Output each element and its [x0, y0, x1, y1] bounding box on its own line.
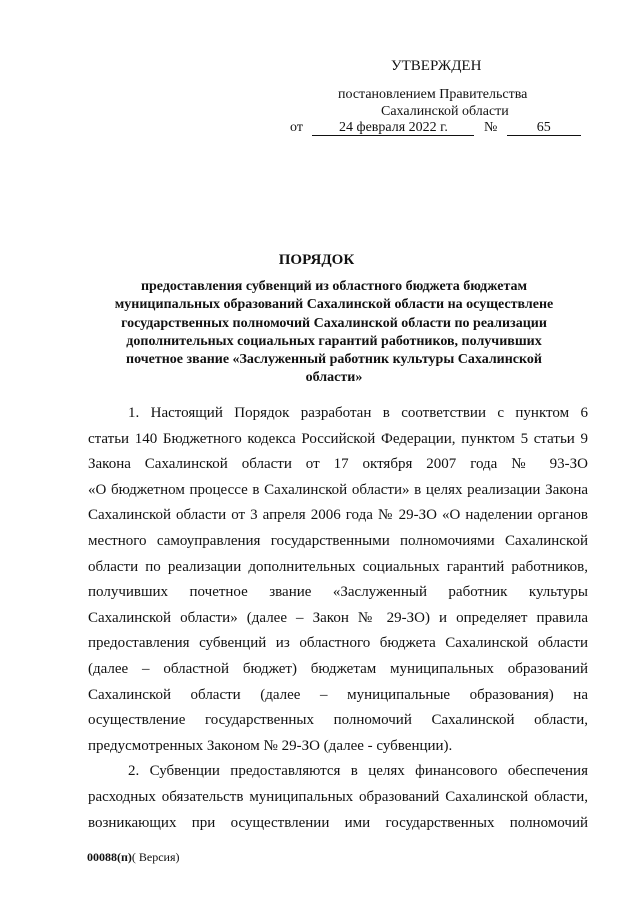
paragraph-1-line: местного самоуправления государственными полномочиями Сахалинской	[88, 532, 588, 549]
document-heading: ПОРЯДОК	[278, 252, 355, 268]
subtitle-line: предоставления субвенций из областного бюджета бюджетам	[140, 279, 528, 294]
date-prefix: от	[290, 120, 303, 135]
paragraph-2-line: 2. Субвенции предоставляются в целях финансового обеспечения	[128, 763, 588, 780]
subtitle-line: дополнительных социальных гарантий работников, получивших	[126, 333, 542, 349]
subtitle-line: муниципальных образований Сахалинской области на осуществлене	[114, 297, 554, 313]
paragraph-2-line: возникающих при осуществлении ими государственных полномочий	[88, 814, 588, 831]
document-body	[88, 401, 588, 836]
number-prefix: №	[483, 120, 498, 135]
subtitle-line: почетное звание «Заслуженный работник культуры Сахалинской	[126, 352, 542, 368]
paragraph-1-line: Сахалинской области» (далее – Закон № 29-ЗО) и определяет правила	[88, 609, 588, 626]
decree-date: 24 февраля 2022 г.	[312, 120, 474, 136]
paragraph-2-line: расходных обязательств муниципальных образований Сахалинской области,	[88, 788, 588, 805]
subtitle-line: области»	[305, 370, 363, 386]
approved-by-region: Сахалинской области	[381, 104, 509, 119]
document-footer	[87, 850, 180, 865]
paragraph-1-line: 1. Настоящий Порядок разработан в соответствии с пунктом 6	[128, 405, 588, 421]
paragraph-1-line: области по реализации дополнительных социальных гарантий работников,	[88, 558, 588, 575]
document-subtitle	[95, 278, 573, 388]
paragraph-1-line: предусмотренных Законом № 29-ЗО (далее - субвенции).	[88, 737, 453, 754]
footer-code: 00088(п)	[87, 850, 132, 864]
footer-version: ( Версия)	[131, 850, 180, 864]
paragraph-1-line: Закона Сахалинской области от 17 октября 2007 года № 93-ЗО	[88, 456, 588, 473]
paragraph-1-line: Сахалинской области (далее – муниципальные образования) на	[88, 686, 588, 703]
paragraph-1-line: статьи 140 Бюджетного кодекса Российской Федерации, пунктом 5 статьи 9	[88, 430, 588, 447]
decree-number: 65	[507, 120, 581, 136]
paragraph-1-line: «О бюджетном процессе в Сахалинской области» в целях реализации Закона	[88, 481, 588, 498]
paragraph-1-line: осуществление государственных полномочий Сахалинской области,	[88, 712, 588, 729]
paragraph-1-line: предоставления субвенций из областного бюджета Сахалинской области	[88, 635, 588, 652]
decree-date-row	[290, 120, 581, 136]
approved-by-line: постановлением Правительства	[338, 87, 528, 102]
subtitle-line: государственных полномочий Сахалинской области по реализации	[121, 315, 547, 331]
approval-title: УТВЕРЖДЕН	[391, 58, 482, 74]
paragraph-1-line: получивших почетное звание «Заслуженный работник культуры	[88, 584, 588, 601]
paragraph-1-line: Сахалинской области от 3 апреля 2006 года № 29-ЗО «О наделении органов	[88, 507, 588, 524]
paragraph-1-line: (далее – областной бюджет) бюджетам муниципальных образований	[88, 660, 588, 677]
